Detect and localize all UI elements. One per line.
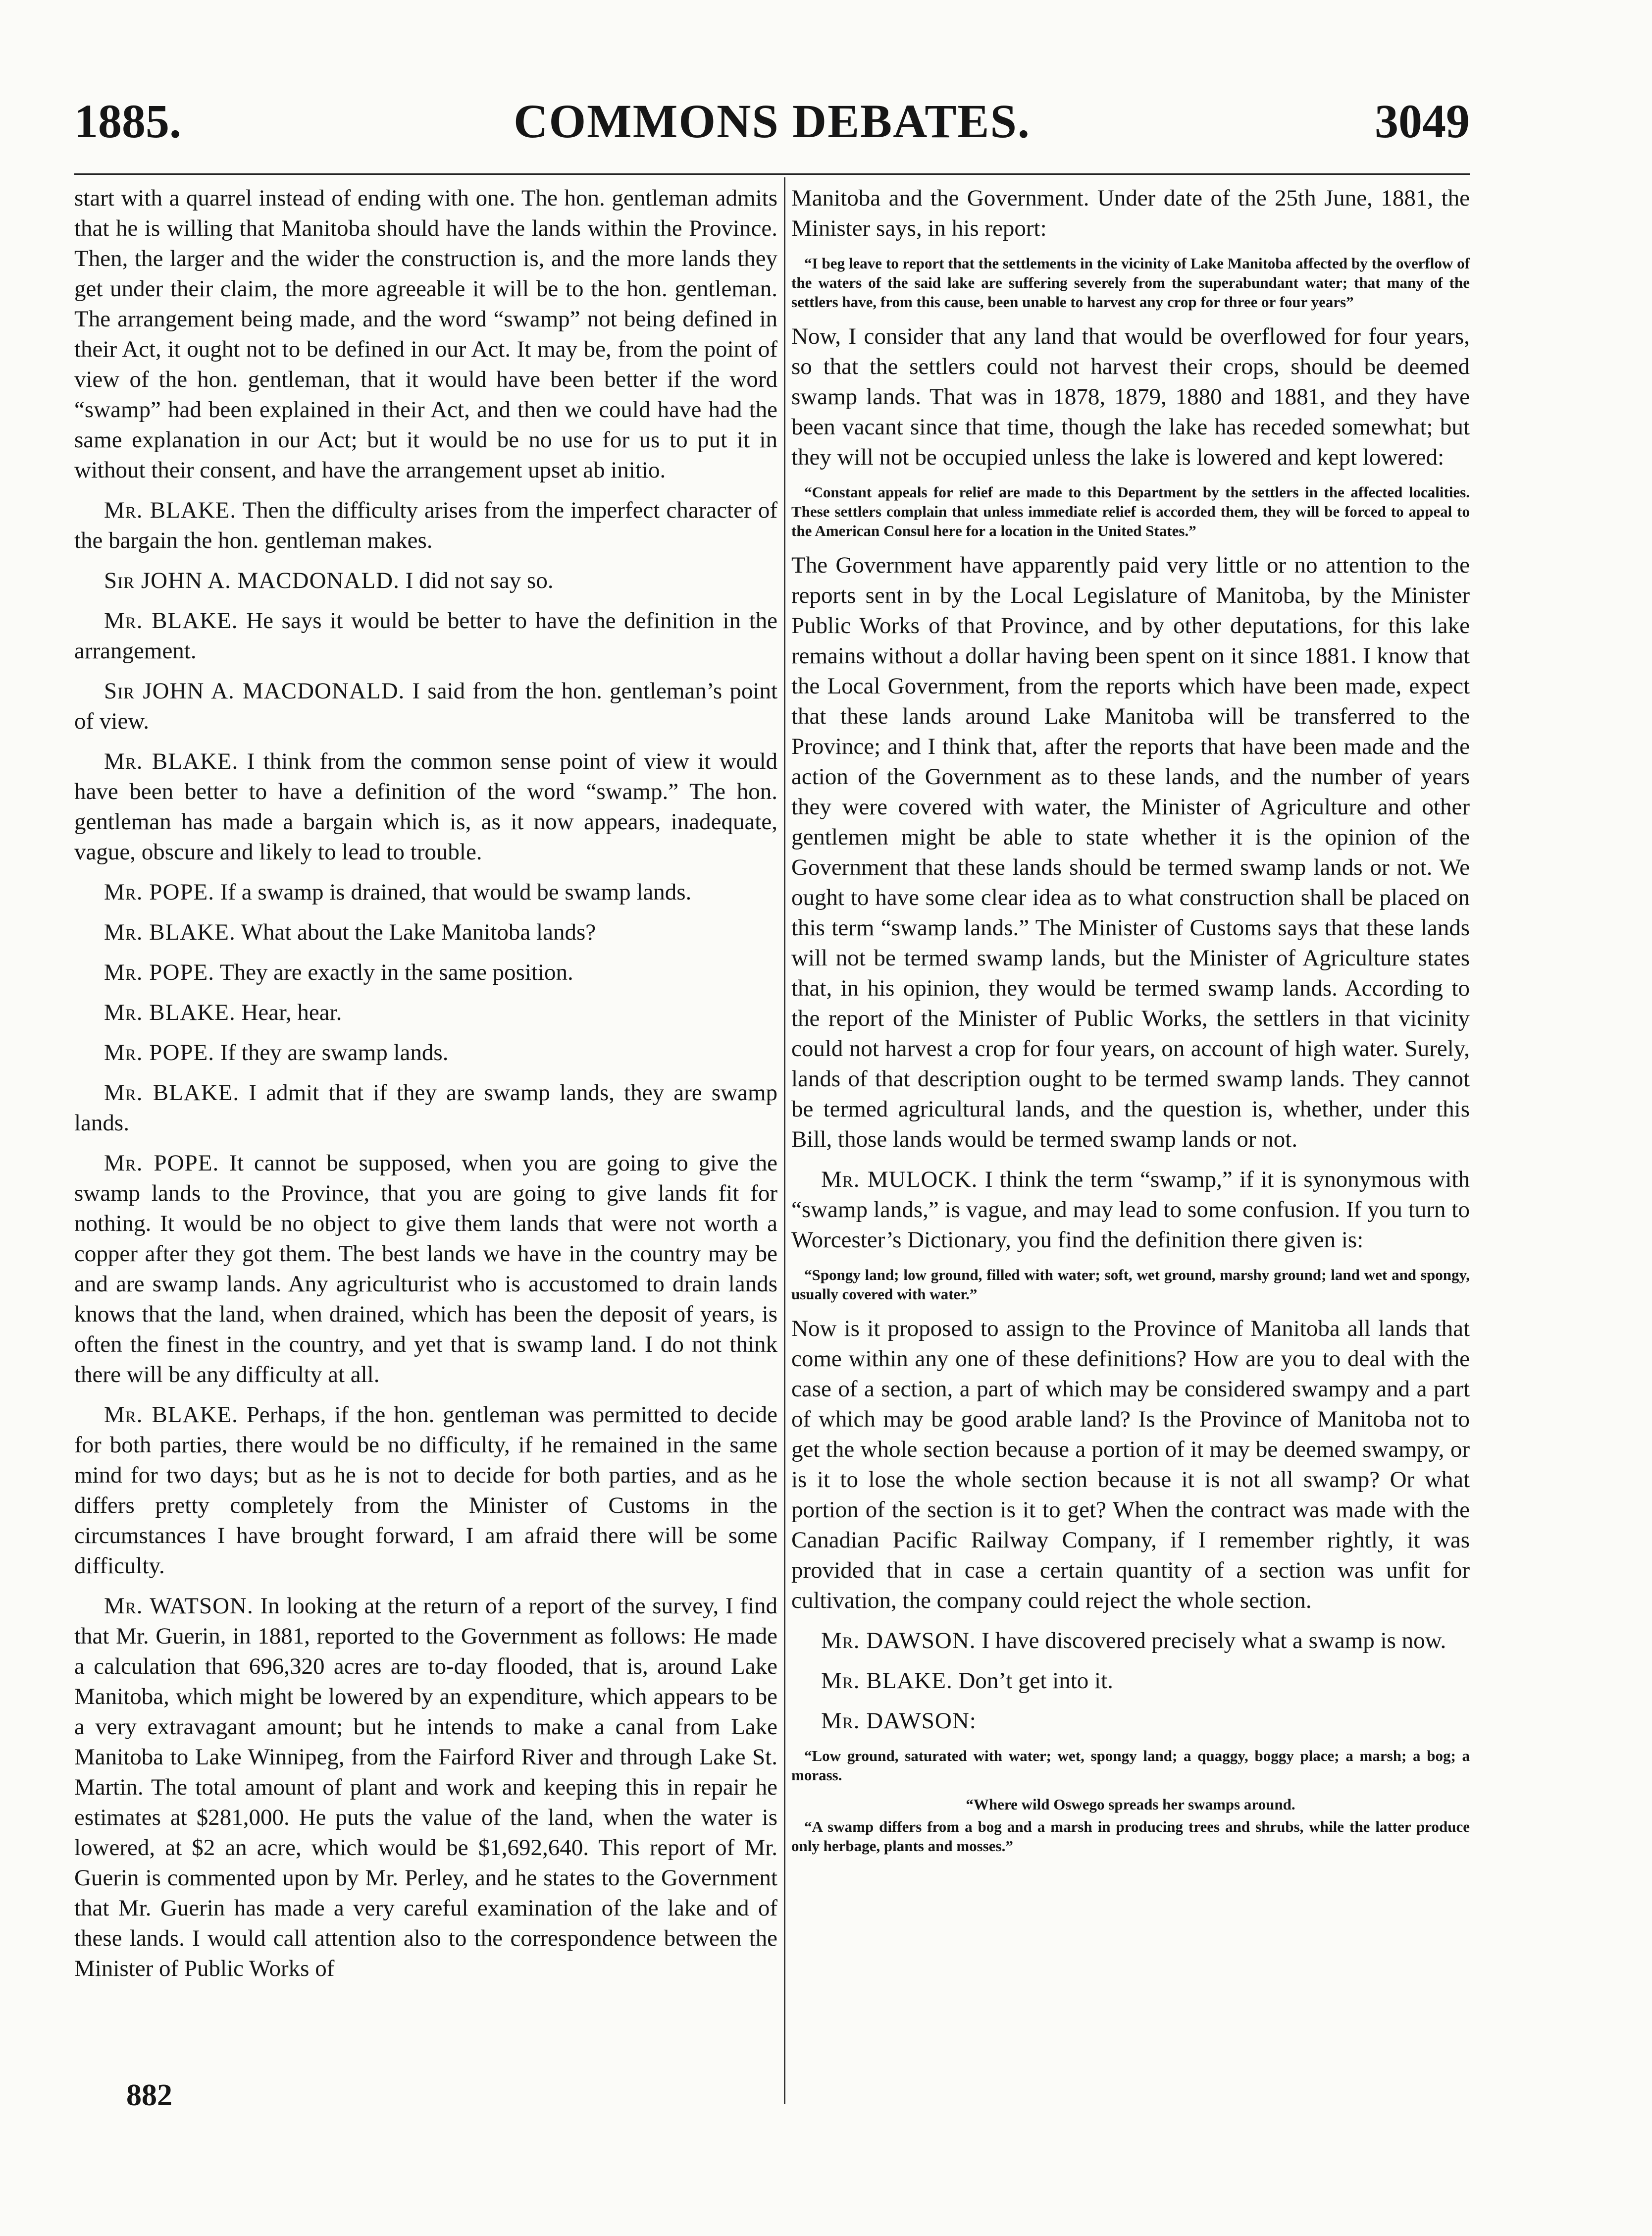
speech-paragraph [74, 495, 777, 556]
speaker-name: Mr. BLAKE. [104, 748, 239, 774]
header-rule [74, 173, 1470, 175]
body-paragraph: The Government have apparently paid very little or no attention to the reports sent in by the Local Legislature of Manitoba, by the Minister Public Works of that Province, and by other deputations, for this lake remains without a dollar having been spent on it since 1881. I know that the Local Government, from the reports which have been made, expect that these lands around Lake Manitoba will be transferred to the Province; and I think that, after the reports that have been made and the action of the Government as to these lands, and the number of years they were covered with water, the Minister of Agriculture and other gentlemen might be able to state whether it is the opinion of the Government that these lands should be termed swamp lands or not. We ought to have some clear idea as to what construction shall be placed on this term “swamp lands.” The Minister of Customs says that these lands will not be termed swamp lands, but the Minister of Agriculture states that, in his opinion, they would be termed swamp lands. According to the report of the Minister of Public Works, the settlers in that vicinity could not harvest a crop for four years, on account of high water. Surely, lands of that description ought to be termed swamp lands. They cannot be termed agricultural lands, and the question is, whether, under this Bill, those lands would be termed swamp lands or not. [791, 552, 1470, 1152]
speech-text: In looking at the return of a report of the survey, I find that Mr. Guerin, in 1881, reported to the Government as follows: He made a calculation that 696,320 acres are to-day flooded, that is, around Lake Manitoba, which might be lowered by an expenditure, which appears to be a very extravagant amount; but he intends to make a canal from Lake Manitoba to Lake Winnipeg, from the Fairford River and through Lake St. Martin. The total amount of plant and work and keeping this in repair he estimates at $281,000. He puts the value of the land, when the water is lowered, at $2 an acre, which would be $1,692,640. This report of Mr. Guerin is commented upon by Mr. Perley, and he states to the Government that Mr. Guerin has made a very careful examination of the lake and of these lands. I would call attention also to the correspondence between the Minister of Public Works of [74, 1593, 778, 1981]
speech-text: Then the difficulty arises from the imperfect character of the bargain the hon. gentleman makes. [74, 497, 777, 553]
speech-paragraph [74, 1148, 777, 1390]
block-quote: “Low ground, saturated with water; wet, spongy land; a quaggy, boggy place; a marsh; a bog; a morass. [791, 1747, 1470, 1784]
speech-paragraph [74, 917, 777, 948]
block-quote: “Constant appeals for relief are made to this Department by the settlers in the affected localities. These settlers complain that unless immediate relief is accorded them, they will be forced to appeal to the American Consul here for a location in the United States.” [791, 483, 1470, 539]
speech-paragraph [74, 1591, 777, 1984]
speech-text: Don’t get into it. [958, 1668, 1113, 1694]
page-header [74, 84, 1470, 159]
speech-text: I said from the hon. gentleman’s point of view. [74, 678, 778, 734]
speech-paragraph [791, 1666, 1470, 1696]
speech-paragraph [74, 877, 777, 907]
block-quote: “I beg leave to report that the settlements in the vicinity of Lake Manitoba affected by the overflow of the waters of the said lake are suffering severely from the superabundant water; that many of the settlers have, from this cause, been unable to harvest any crop for three or four years” [791, 255, 1470, 311]
speech-text: They are exactly in the same position. [219, 959, 573, 985]
speaker-name: Mr. DAWSON: [821, 1708, 977, 1734]
block-quote: “Where wild Oswego spreads her swamps around. [966, 1796, 1295, 1813]
speech-text: I think from the common sense point of view it would have been better to have a definition of the word “swamp.” The hon. gentleman has made a bargain which is, as it now appears, inadequate, vague, obscure and likely to lead to trouble. [74, 748, 778, 865]
speaker-name: Mr. POPE. [104, 959, 214, 985]
header-title: COMMONS DEBATES. [514, 95, 1031, 148]
body-paragraph: Manitoba and the Government. Under date of the 25th June, 1881, the Minister says, in his report: [791, 185, 1470, 241]
speech-text: I admit that if they are swamp lands, they are swamp lands. [74, 1080, 778, 1136]
speech-text: He says it would be better to have the definition in the arrangement. [74, 608, 777, 664]
speech-paragraph [74, 958, 777, 988]
header-year: 1885. [74, 95, 181, 148]
speaker-name: Mr. POPE. [104, 1150, 219, 1176]
speaker-name: Mr. BLAKE. [104, 608, 238, 634]
speech-text: Perhaps, if the hon. gentleman was permitted to decide for both parties, there would be no difficulty, if he remained in the same mind for two days; but as he is not to decide for both parties, and as he differs pretty completely from the Minister of Customs in the circumstances I have brought forward, I am afraid there will be some difficulty. [74, 1402, 778, 1579]
speech-text: Hear, hear. [241, 1000, 342, 1025]
speech-paragraph [791, 1626, 1470, 1656]
block-quote: “A swamp differs from a bog and a marsh in producing trees and shrubs, while the latter produce only herbage, plants and mosses.” [791, 1818, 1470, 1855]
speech-text: If they are swamp lands. [220, 1040, 449, 1065]
speech-paragraph [74, 1078, 777, 1138]
speech-paragraph [791, 1165, 1470, 1255]
speech-text: I have discovered precisely what a swamp is now. [981, 1628, 1446, 1653]
speaker-name: Sir JOHN A. MACDONALD. [104, 568, 400, 593]
signature-mark: 882 [126, 2078, 172, 2112]
body-paragraph: Now, I consider that any land that would be overflowed for four years, so that the settlers could not harvest their crops, should be deemed swamp lands. That was in 1878, 1879, 1880 and 1881, and they have been vacant since that time, though the lake has receded somewhat; but they will not be occupied unless the lake is lowered and kept lowered: [791, 323, 1470, 470]
speaker-name: Mr. BLAKE. [104, 1080, 240, 1106]
header-page-number: 3049 [1375, 95, 1470, 148]
speaker-name: Mr. MULOCK. [821, 1167, 978, 1192]
speech-text: I think the term “swamp,” if it is synonymous with “swamp lands,” is vague, and may lead to some confusion. If you turn to Worcester’s Dictionary, you find the definition there given is: [791, 1167, 1470, 1253]
speech-paragraph [74, 1400, 777, 1581]
body-paragraph: start with a quarrel instead of ending with one. The hon. gentleman admits that he is willing that Manitoba should have the lands within the Province. Then, the larger and the wider the construction is, and the more lands they get under their claim, the more agreeable it will be to the hon. gentleman. The arrangement being made, and the word “swamp” not being defined in their Act, it ought not to be defined in our Act. It may be, from the point of view of the hon. gentleman, that it would have been better if the word “swamp” had been explained in their Act, and then we could have had the same explanation in our Act; but it would be no use for us to put it in without their consent, and have the arrangement upset ab initio. [74, 185, 777, 483]
speech-paragraph [74, 1038, 777, 1068]
speech-text: If a swamp is drained, that would be swamp lands. [220, 879, 692, 905]
speech-text: It cannot be supposed, when you are going to give the swamp lands to the Province, that you are going to give lands fit for nothing. It would be no object to give them lands that were not worth a copper after they got them. The best lands we have in the country may be and are swamp lands. Any agriculturist who is accustomed to drain lands knows that the land, when drained, which has been the deposit of years, is often the finest in the country, and yet that is swamp land. I do not think there will be any difficulty at all. [74, 1150, 778, 1387]
right-column [791, 183, 1470, 1865]
block-quote: “Spongy land; low ground, filled with water; soft, wet ground, marshy ground; land wet and spongy, usually covered with water.” [791, 1266, 1470, 1303]
speaker-name: Mr. WATSON. [104, 1593, 254, 1619]
speaker-name: Mr. POPE. [104, 1040, 214, 1065]
speech-paragraph [791, 1706, 1470, 1736]
speaker-name: Mr. BLAKE. [104, 497, 237, 523]
speech-paragraph [74, 566, 777, 596]
left-column [74, 183, 777, 1994]
speech-paragraph [74, 746, 777, 867]
speaker-name: Mr. BLAKE. [104, 919, 236, 945]
speech-text: I did not say so. [405, 568, 554, 593]
speaker-name: Mr. BLAKE. [104, 1402, 238, 1428]
speech-paragraph [74, 606, 777, 666]
speaker-name: Sir JOHN A. MACDONALD. [104, 678, 405, 704]
speech-paragraph [74, 676, 777, 737]
speaker-name: Mr. POPE. [104, 879, 214, 905]
column-divider [784, 177, 785, 2104]
speech-text: What about the Lake Manitoba lands? [241, 919, 596, 945]
speaker-name: Mr. BLAKE. [821, 1668, 953, 1694]
speaker-name: Mr. BLAKE. [104, 1000, 236, 1025]
speaker-name: Mr. DAWSON. [821, 1628, 976, 1653]
body-paragraph: Now is it proposed to assign to the Province of Manitoba all lands that come within any one of these definitions? How are you to deal with the case of a section, a part of which may be considered swampy and a part of which may be good arable land? Is the Province of Manitoba not to get the whole section because a portion of it may be deemed swampy, or is it to lose the whole section because it is not all swamp? Or what portion of the section is it to get? When the contract was made with the Canadian Pacific Railway Company, if I remember rightly, it was provided that in case a certain quantity of a section was unfit for cultivation, the company could reject the whole section. [791, 1316, 1470, 1613]
speech-paragraph [74, 998, 777, 1028]
